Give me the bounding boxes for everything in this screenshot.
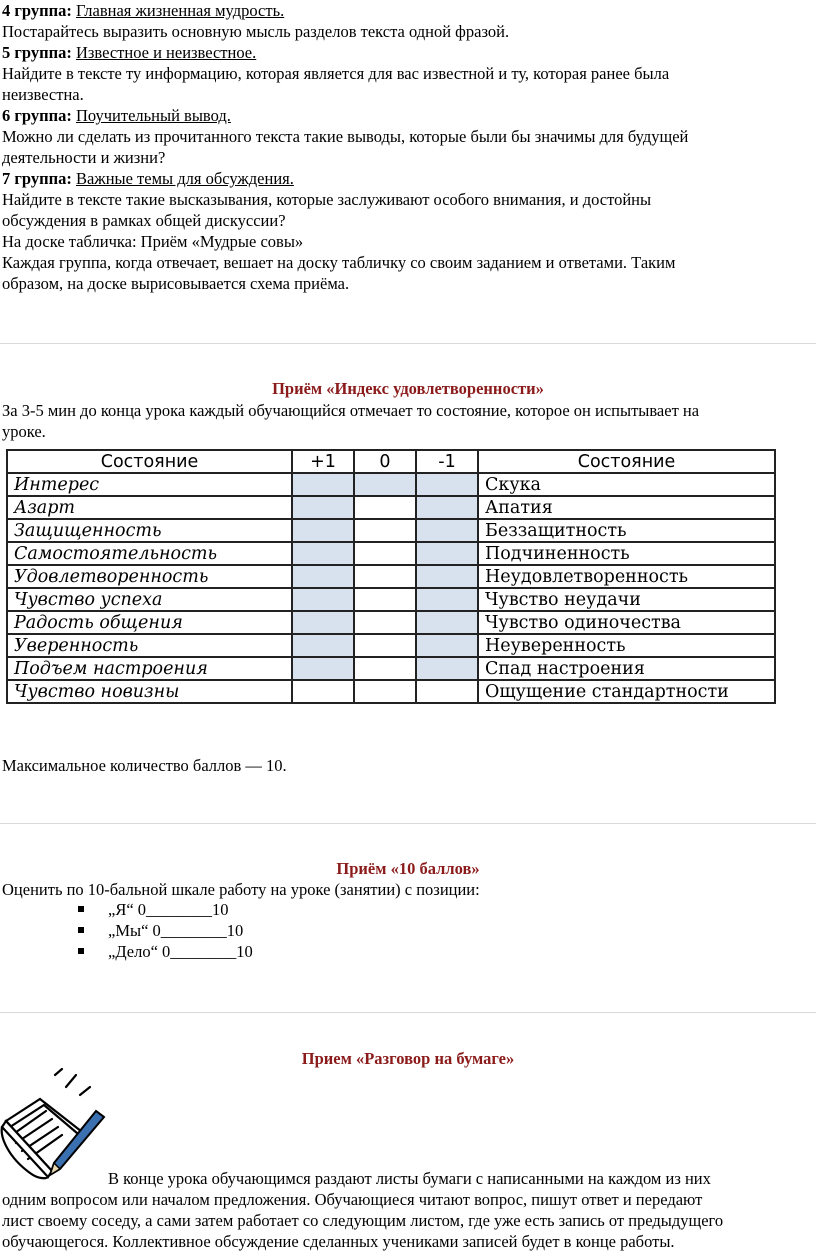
table-row bbox=[7, 588, 775, 611]
header-plus-one: +1 bbox=[292, 450, 354, 473]
board-line: На доске табличка: Приём «Мудрые совы» bbox=[2, 232, 304, 251]
state-positive: Подъем настроения bbox=[7, 657, 292, 680]
mark-cell-plus[interactable] bbox=[292, 496, 354, 519]
state-positive: Радость общения bbox=[7, 611, 292, 634]
state-negative: Ощущение стандартности bbox=[478, 680, 775, 703]
mark-cell-plus[interactable] bbox=[292, 657, 354, 680]
group-5-title: Известное и неизвестное. bbox=[75, 43, 257, 62]
mark-cell-minus[interactable] bbox=[416, 565, 478, 588]
state-negative: Чувство неудачи bbox=[478, 588, 775, 611]
section2-heading: Приём «10 баллов» bbox=[336, 859, 480, 878]
state-positive: Чувство новизны bbox=[7, 680, 292, 703]
state-negative: Беззащитность bbox=[478, 519, 775, 542]
section3-text-line2: одним вопросом или началом предложения. Обучающиеся читают вопрос, пишут ответ и передают bbox=[2, 1190, 703, 1209]
board-text-line1: Каждая группа, когда отвечает, вешает на доску табличку со своим заданием и ответами. Таким bbox=[2, 253, 676, 272]
state-negative: Скука bbox=[478, 473, 775, 496]
group-6-text-line2: деятельности и жизни? bbox=[2, 148, 166, 167]
mark-cell-zero[interactable] bbox=[354, 588, 416, 611]
section3-heading: Прием «Разговор на бумаге» bbox=[301, 1049, 515, 1068]
group-7-text-line1: Найдите в тексте такие высказывания, которые заслуживают особого внимания, и достойны bbox=[2, 190, 652, 209]
list-item: „Дело“ 0________10 bbox=[108, 941, 253, 962]
mark-cell-zero[interactable] bbox=[354, 473, 416, 496]
mark-cell-plus[interactable] bbox=[292, 680, 354, 703]
group-6-text-line1: Можно ли сделать из прочитанного текста такие выводы, которые были бы значимы для будущей bbox=[2, 127, 689, 146]
mark-cell-zero[interactable] bbox=[354, 680, 416, 703]
mark-cell-zero[interactable] bbox=[354, 496, 416, 519]
board-text-line2: образом, на доске вырисовывается схема приёма. bbox=[2, 274, 350, 293]
table-row bbox=[7, 634, 775, 657]
mark-cell-zero[interactable] bbox=[354, 657, 416, 680]
header-state-left: Состояние bbox=[7, 450, 292, 473]
mark-cell-minus[interactable] bbox=[416, 611, 478, 634]
section3-text-line4: обучающегося. Коллективное обсуждение сделанных учениками записей будет в конце работы. bbox=[2, 1232, 675, 1251]
section-divider bbox=[0, 1012, 816, 1013]
state-positive: Самостоятельность bbox=[7, 542, 292, 565]
bullet-icon bbox=[78, 948, 84, 954]
mark-cell-zero[interactable] bbox=[354, 519, 416, 542]
score-scale-list bbox=[66, 899, 253, 962]
mark-cell-minus[interactable] bbox=[416, 496, 478, 519]
state-positive: Чувство успеха bbox=[7, 588, 292, 611]
bullet-icon bbox=[78, 906, 84, 912]
mark-cell-minus[interactable] bbox=[416, 680, 478, 703]
state-negative: Спад настроения bbox=[478, 657, 775, 680]
mark-cell-plus[interactable] bbox=[292, 588, 354, 611]
group-5-text-line2: неизвестна. bbox=[2, 85, 84, 104]
table-header-row bbox=[7, 450, 775, 473]
table-row bbox=[7, 680, 775, 703]
mark-cell-plus[interactable] bbox=[292, 634, 354, 657]
group-7-heading: 7 группа: Важные темы для обсуждения. bbox=[2, 169, 294, 188]
header-zero: 0 bbox=[354, 450, 416, 473]
mark-cell-minus[interactable] bbox=[416, 473, 478, 496]
list-item: „Мы“ 0________10 bbox=[108, 920, 253, 941]
section2-intro: Оценить по 10-бальной шкале работу на уроке (занятии) с позиции: bbox=[2, 880, 480, 899]
mark-cell-minus[interactable] bbox=[416, 657, 478, 680]
mark-cell-plus[interactable] bbox=[292, 542, 354, 565]
mark-cell-minus[interactable] bbox=[416, 634, 478, 657]
group-5-heading: 5 группа: Известное и неизвестное. bbox=[2, 43, 257, 62]
group-5-text-line1: Найдите в тексте ту информацию, которая является для вас известной и ту, которая ранее была bbox=[2, 64, 670, 83]
section-divider bbox=[0, 823, 816, 824]
table-row bbox=[7, 496, 775, 519]
table-row bbox=[7, 519, 775, 542]
state-positive: Интерес bbox=[7, 473, 292, 496]
group-4-heading: 4 группа: Главная жизненная мудрость. bbox=[2, 1, 285, 20]
section-divider bbox=[0, 343, 816, 344]
group-6-heading: 6 группа: Поучительный вывод. bbox=[2, 106, 231, 125]
state-negative: Чувство одиночества bbox=[478, 611, 775, 634]
mark-cell-zero[interactable] bbox=[354, 634, 416, 657]
mark-cell-minus[interactable] bbox=[416, 519, 478, 542]
mark-cell-plus[interactable] bbox=[292, 519, 354, 542]
section3-text-line1: В конце урока обучающимся раздают листы бумаги с написанными на каждом из них bbox=[108, 1169, 711, 1188]
paper-and-pen-icon bbox=[0, 1065, 112, 1185]
state-positive: Защищенность bbox=[7, 519, 292, 542]
state-negative: Неуверенность bbox=[478, 634, 775, 657]
table-row bbox=[7, 473, 775, 496]
state-negative: Апатия bbox=[478, 496, 775, 519]
group-6-title: Поучительный вывод. bbox=[75, 106, 231, 125]
table-row bbox=[7, 657, 775, 680]
section1-heading: Приём «Индекс удовлетворенности» bbox=[272, 379, 544, 398]
mark-cell-plus[interactable] bbox=[292, 611, 354, 634]
state-negative: Подчиненность bbox=[478, 542, 775, 565]
mark-cell-plus[interactable] bbox=[292, 565, 354, 588]
section1-intro-line1: За 3-5 мин до конца урока каждый обучающийся отмечает то состояние, которое он испытывает на bbox=[2, 401, 700, 420]
group-7-text-line2: обсуждения в рамках общей дискуссии? bbox=[2, 211, 286, 230]
state-positive: Уверенность bbox=[7, 634, 292, 657]
header-minus-one: -1 bbox=[416, 450, 478, 473]
bullet-icon bbox=[78, 927, 84, 933]
header-state-right: Состояние bbox=[478, 450, 775, 473]
section1-intro-line2: уроке. bbox=[2, 422, 46, 441]
max-score-note: Максимальное количество баллов — 10. bbox=[2, 756, 287, 775]
table-row bbox=[7, 565, 775, 588]
list-item: „Я“ 0________10 bbox=[108, 899, 253, 920]
mark-cell-minus[interactable] bbox=[416, 542, 478, 565]
state-positive: Азарт bbox=[7, 496, 292, 519]
table-row bbox=[7, 542, 775, 565]
state-negative: Неудовлетворенность bbox=[478, 565, 775, 588]
mark-cell-plus[interactable] bbox=[292, 473, 354, 496]
state-positive: Удовлетворенность bbox=[7, 565, 292, 588]
group-4-text: Постарайтесь выразить основную мысль разделов текста одной фразой. bbox=[2, 22, 510, 41]
table-row bbox=[7, 611, 775, 634]
satisfaction-index-table bbox=[6, 449, 776, 704]
mark-cell-zero[interactable] bbox=[354, 565, 416, 588]
group-4-title: Главная жизненная мудрость. bbox=[75, 1, 285, 20]
section3-text-line3: лист своему соседу, а сами затем работает со следующим листом, где уже есть запись от предыдущего bbox=[2, 1211, 724, 1230]
mark-cell-zero[interactable] bbox=[354, 611, 416, 634]
mark-cell-minus[interactable] bbox=[416, 588, 478, 611]
mark-cell-zero[interactable] bbox=[354, 542, 416, 565]
group-7-title: Важные темы для обсуждения. bbox=[75, 169, 294, 188]
